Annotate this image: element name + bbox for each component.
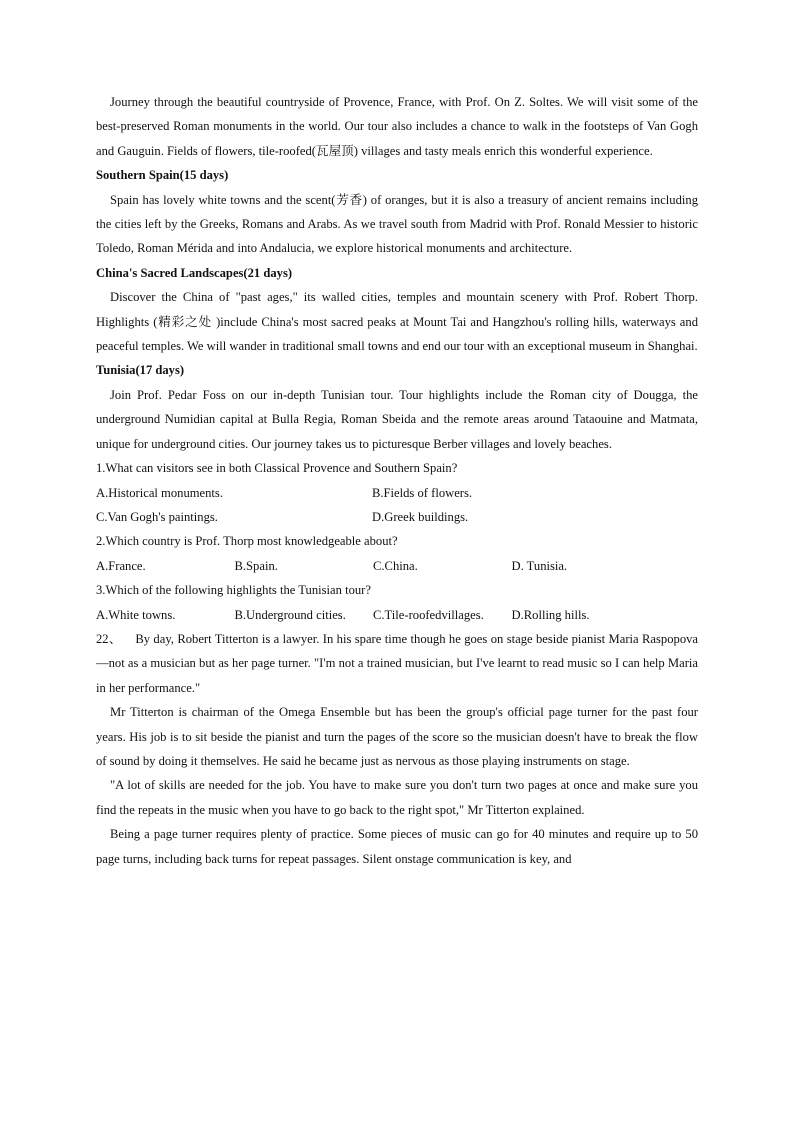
- option-c[interactable]: C.Tile-roofedvillages.: [373, 607, 484, 622]
- passage-22-paragraph-1: 22、 By day, Robert Titterton is a lawyer. In his spare time though he goes on stage beside pianist Maria Raspopova—not as a musician but as her page turner. "I'm not a trained musician, but I've learnt to read music so I can help Maria in her performance.": [96, 631, 702, 695]
- question-2-stem: 2.Which country is Prof. Thorp most knowledgeable about?: [96, 534, 398, 549]
- question-1-options-row1: [96, 481, 698, 505]
- option-d[interactable]: D.Greek buildings.: [372, 509, 469, 524]
- passage-22-paragraph-4: Being a page turner requires plenty of practice. Some pieces of music can go for 40 minutes and require up to 50 page turns, including back turns for repeat passages. Silent onstage communication is key, and: [96, 827, 698, 866]
- tunisia-paragraph: Join Prof. Pedar Foss on our in-depth Tunisian tour. Tour highlights include the Roman city of Dougga, the underground Numidian capital at Bulla Regia, Roman Sbeida and the remote areas around Tataouine and Matmata, unique for underground cities. Our journey takes us to picturesque Berber villages and lovely beaches.: [96, 387, 698, 451]
- option-c[interactable]: C.Van Gogh's paintings.: [96, 509, 218, 524]
- china-heading: China's Sacred Landscapes(21 days): [96, 265, 293, 280]
- question-1-stem: 1.What can visitors see in both Classical Provence and Southern Spain?: [96, 461, 458, 476]
- option-d[interactable]: D.Rolling hills.: [511, 607, 590, 622]
- spain-heading: Southern Spain(15 days): [96, 168, 229, 183]
- option-a[interactable]: A.France.: [96, 558, 146, 573]
- option-d[interactable]: D. Tunisia.: [511, 558, 568, 573]
- option-c[interactable]: C.China.: [373, 558, 418, 573]
- option-b[interactable]: B.Spain.: [234, 558, 278, 573]
- tunisia-heading: Tunisia(17 days): [96, 363, 185, 378]
- option-b[interactable]: B.Underground cities.: [234, 607, 346, 622]
- option-a[interactable]: A.Historical monuments.: [96, 485, 223, 500]
- question-3-stem: 3.Which of the following highlights the Tunisian tour?: [96, 583, 371, 598]
- option-b[interactable]: B.Fields of flowers.: [372, 485, 473, 500]
- question-3-options: [96, 603, 698, 627]
- spain-paragraph: Spain has lovely white towns and the scent(芳香) of oranges, but it is also a treasury of ancient remains including the cities left by the Greeks, Romans and Arabs. As we travel south from Madrid with Prof. Ronald Messier to historic Toledo, Roman Mérida and into Andalucia, we explore historical monuments and architecture.: [96, 192, 698, 256]
- provence-paragraph: Journey through the beautiful countryside of Provence, France, with Prof. On Z. Soltes. We will visit some of the best-preserved Roman monuments in the world. Our tour also includes a chance to walk in the footsteps of Van Gogh and Gauguin. Fields of flowers, tile-roofed(瓦屋顶) villages and tasty meals enrich this wonderful experience.: [96, 95, 698, 158]
- passage-22-paragraph-2: Mr Titterton is chairman of the Omega Ensemble but has been the group's official page turner for the past four years. His job is to sit beside the pianist and turn the pages of the score so the musician doesn't have to break the flow of sound by doing it themselves. He said he became just as nervous as those playing instruments on stage.: [96, 705, 698, 768]
- passage-22-paragraph-3: "A lot of skills are needed for the job. You have to make sure you don't turn two pages at once and make sure you find the repeats in the music when you have to go back to the right spot," Mr Titterton explained.: [96, 778, 698, 817]
- question-2-options: [96, 554, 698, 578]
- question-1-options-row2: [96, 505, 698, 529]
- option-a[interactable]: A.White towns.: [96, 607, 176, 622]
- china-paragraph: Discover the China of "past ages," its walled cities, temples and mountain scenery with Prof. Robert Thorp. Highlights (精彩之处 )include China's most sacred peaks at Mount Tai and Hangzhou's rolling hills, waterways and peaceful temples. We will wander in traditional small towns and end our tour with an exceptional museum in Shanghai.: [96, 290, 698, 354]
- document-page: [96, 90, 702, 871]
